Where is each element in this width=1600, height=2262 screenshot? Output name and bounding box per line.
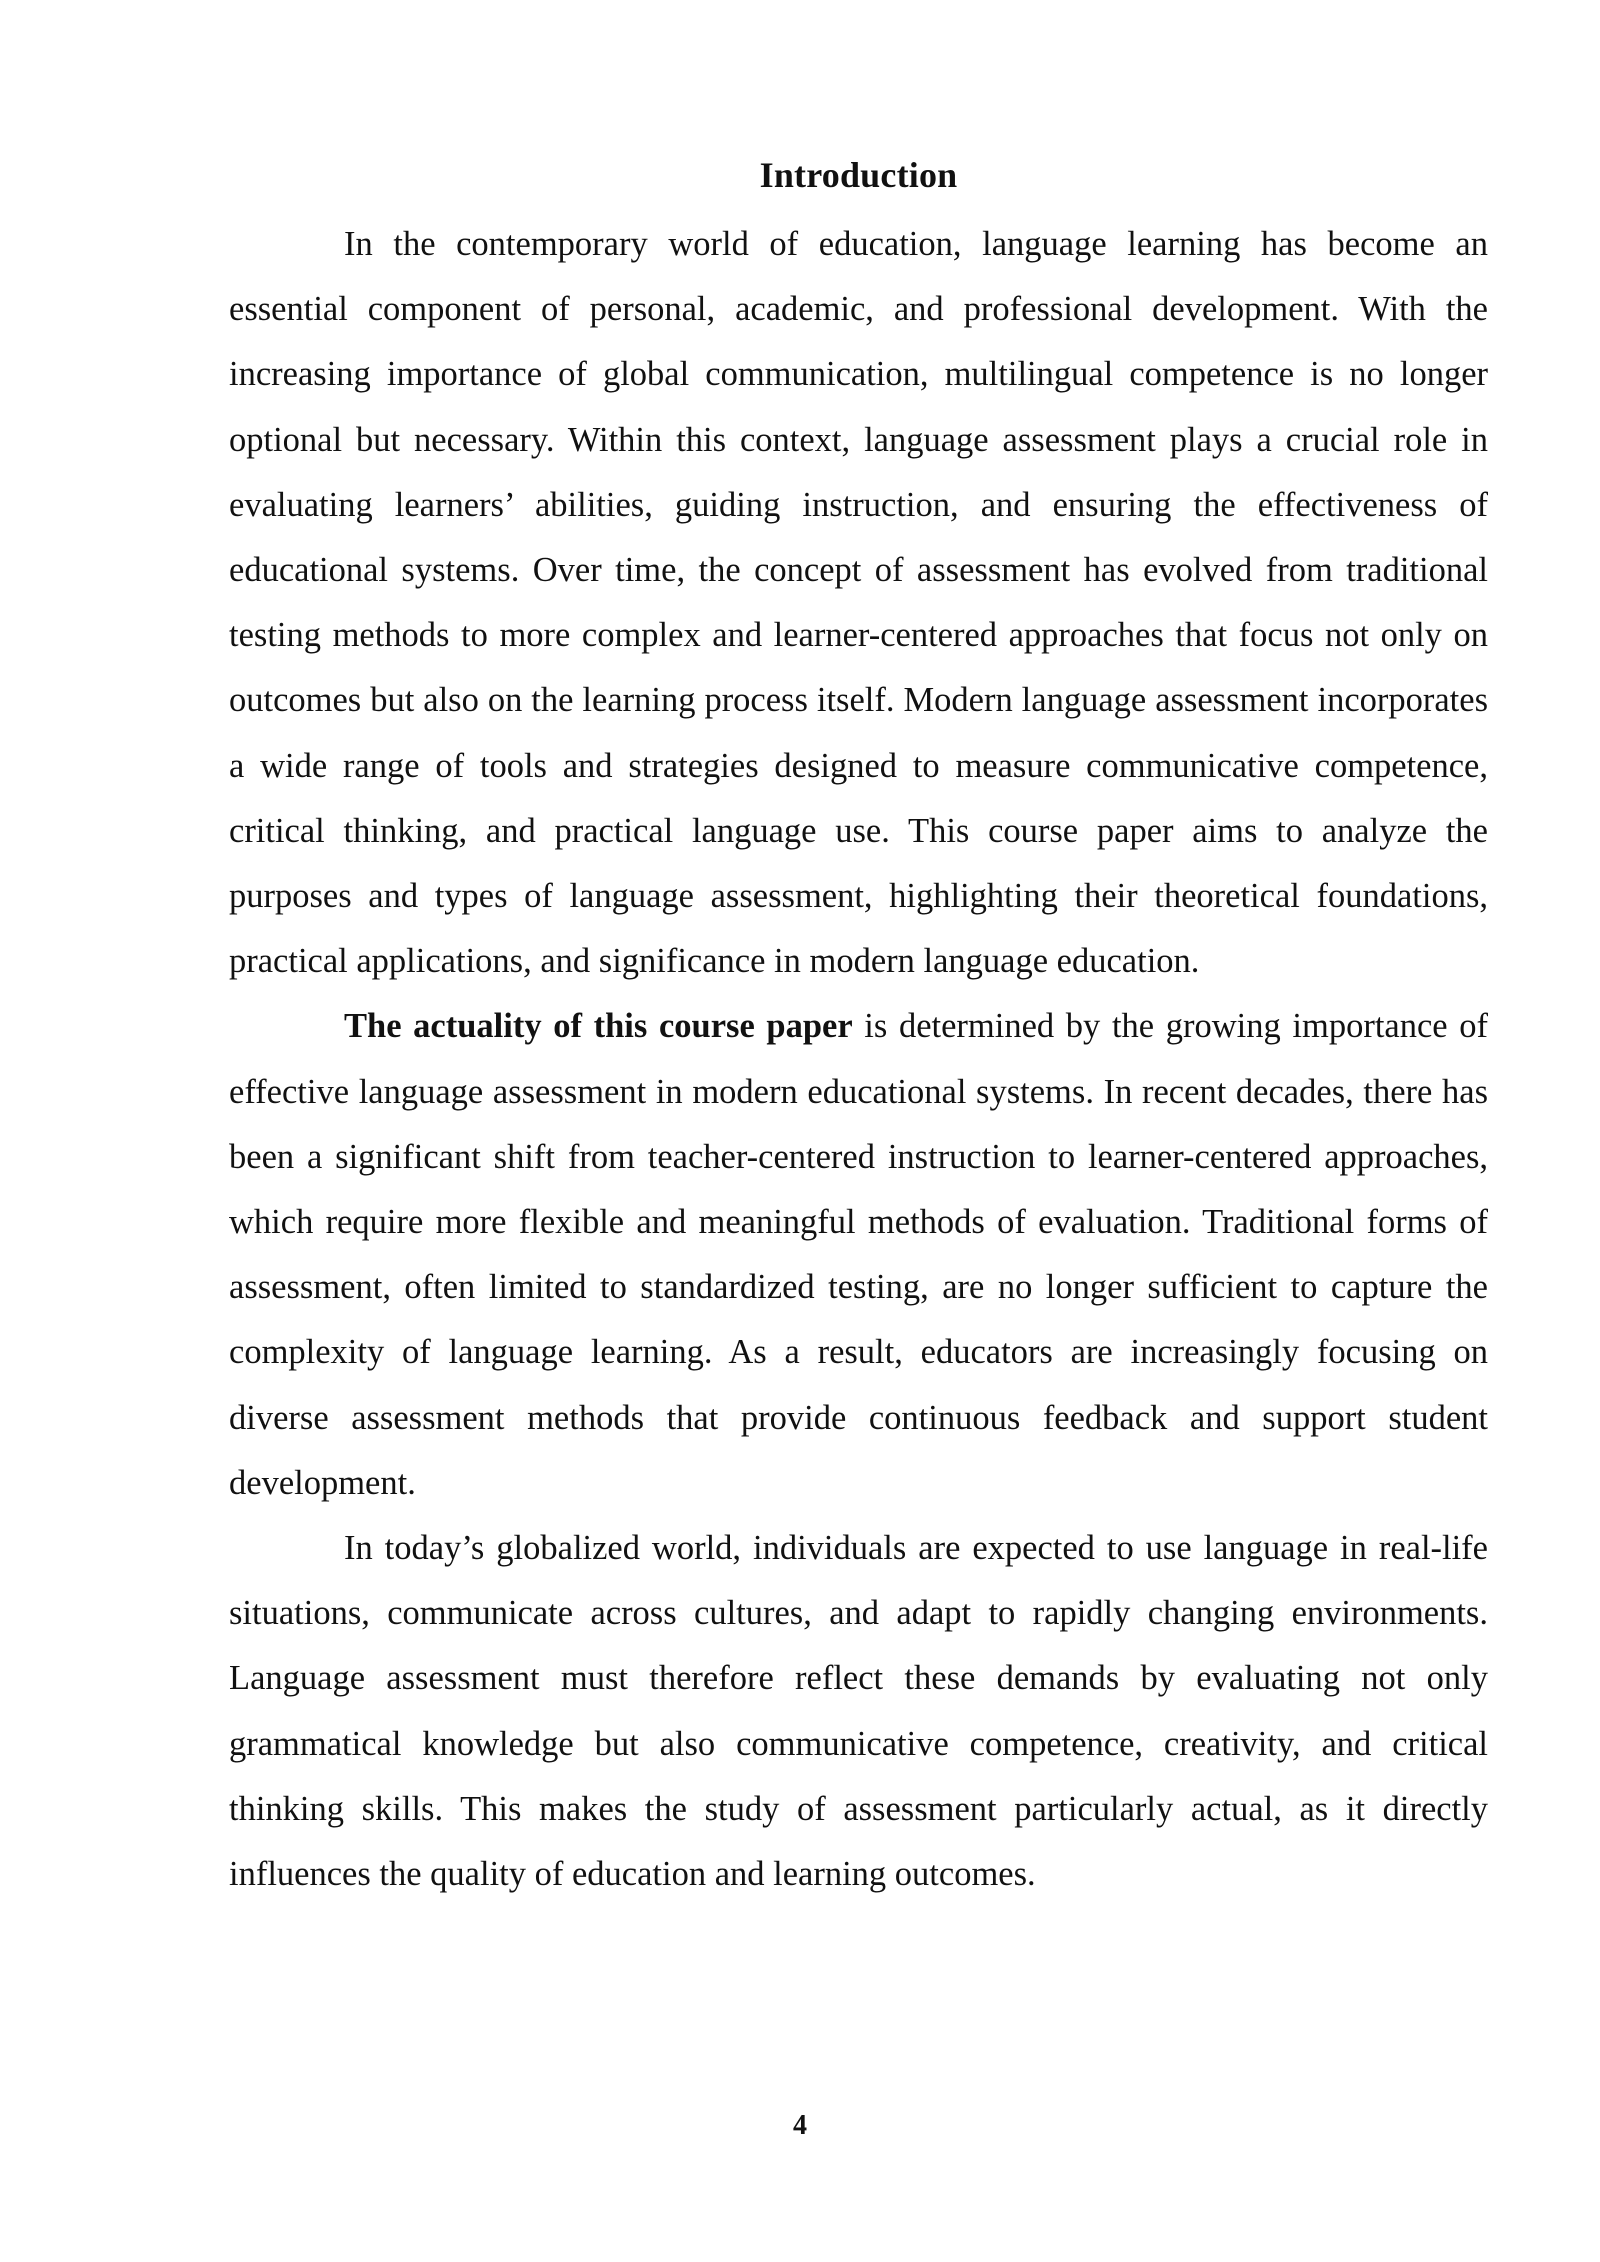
paragraph-intro-text: In the contemporary world of education, language learning has become an essential component of personal, academic, and professional development. With the increasing importance of global communication, multilingual competence is no longer optional but necessary. Within this context, language assessment plays a crucial role in evaluating learners’ abilities, guiding instruction, and ensuring the effectiveness of educational systems. Over time, the concept of assessment has evolved from traditional testing methods to more complex and learner-centered approaches that focus not only on outcomes but also on the learning process itself. Modern language assessment incorporates a wide range of tools and strategies designed to measure communicative competence, critical thinking, and practical language use. This course paper aims to analyze the purposes and types of language assessment, highlighting their theoretical foundations, practical applications, and significance in modern language education.	[229, 225, 1488, 981]
paragraph-actuality-text: is determined by the growing importance of effective language assessment in modern educational systems. In recent decades, there has been a significant shift from teacher-centered instruction to learner-centered approaches, which require more flexible and meaningful methods of evaluation. Traditional forms of assessment, often limited to standardized testing, are no longer sufficient to capture the complexity of language learning. As a result, educators are increasingly focusing on diverse assessment methods that provide continuous feedback and support student development.	[229, 1007, 1488, 1502]
page-number: 4	[793, 2110, 807, 2141]
paragraph-actuality	[229, 994, 1488, 1516]
paragraph-intro	[229, 212, 1488, 994]
paragraph-globalized-text: In today’s globalized world, individuals are expected to use language in real-life situations, communicate across cultures, and adapt to rapidly changing environments. Language assessment must therefore reflect these demands by evaluating not only grammatical knowledge but also communicative competence, creativity, and critical thinking skills. This makes the study of assessment particularly actual, as it directly influences the quality of education and learning outcomes.	[229, 1529, 1488, 1894]
page-content	[229, 148, 1488, 1907]
paragraph-actuality-lead: The actuality of this course paper	[344, 1007, 853, 1046]
section-heading: Introduction	[759, 155, 958, 195]
paragraph-globalized	[229, 1516, 1488, 1907]
